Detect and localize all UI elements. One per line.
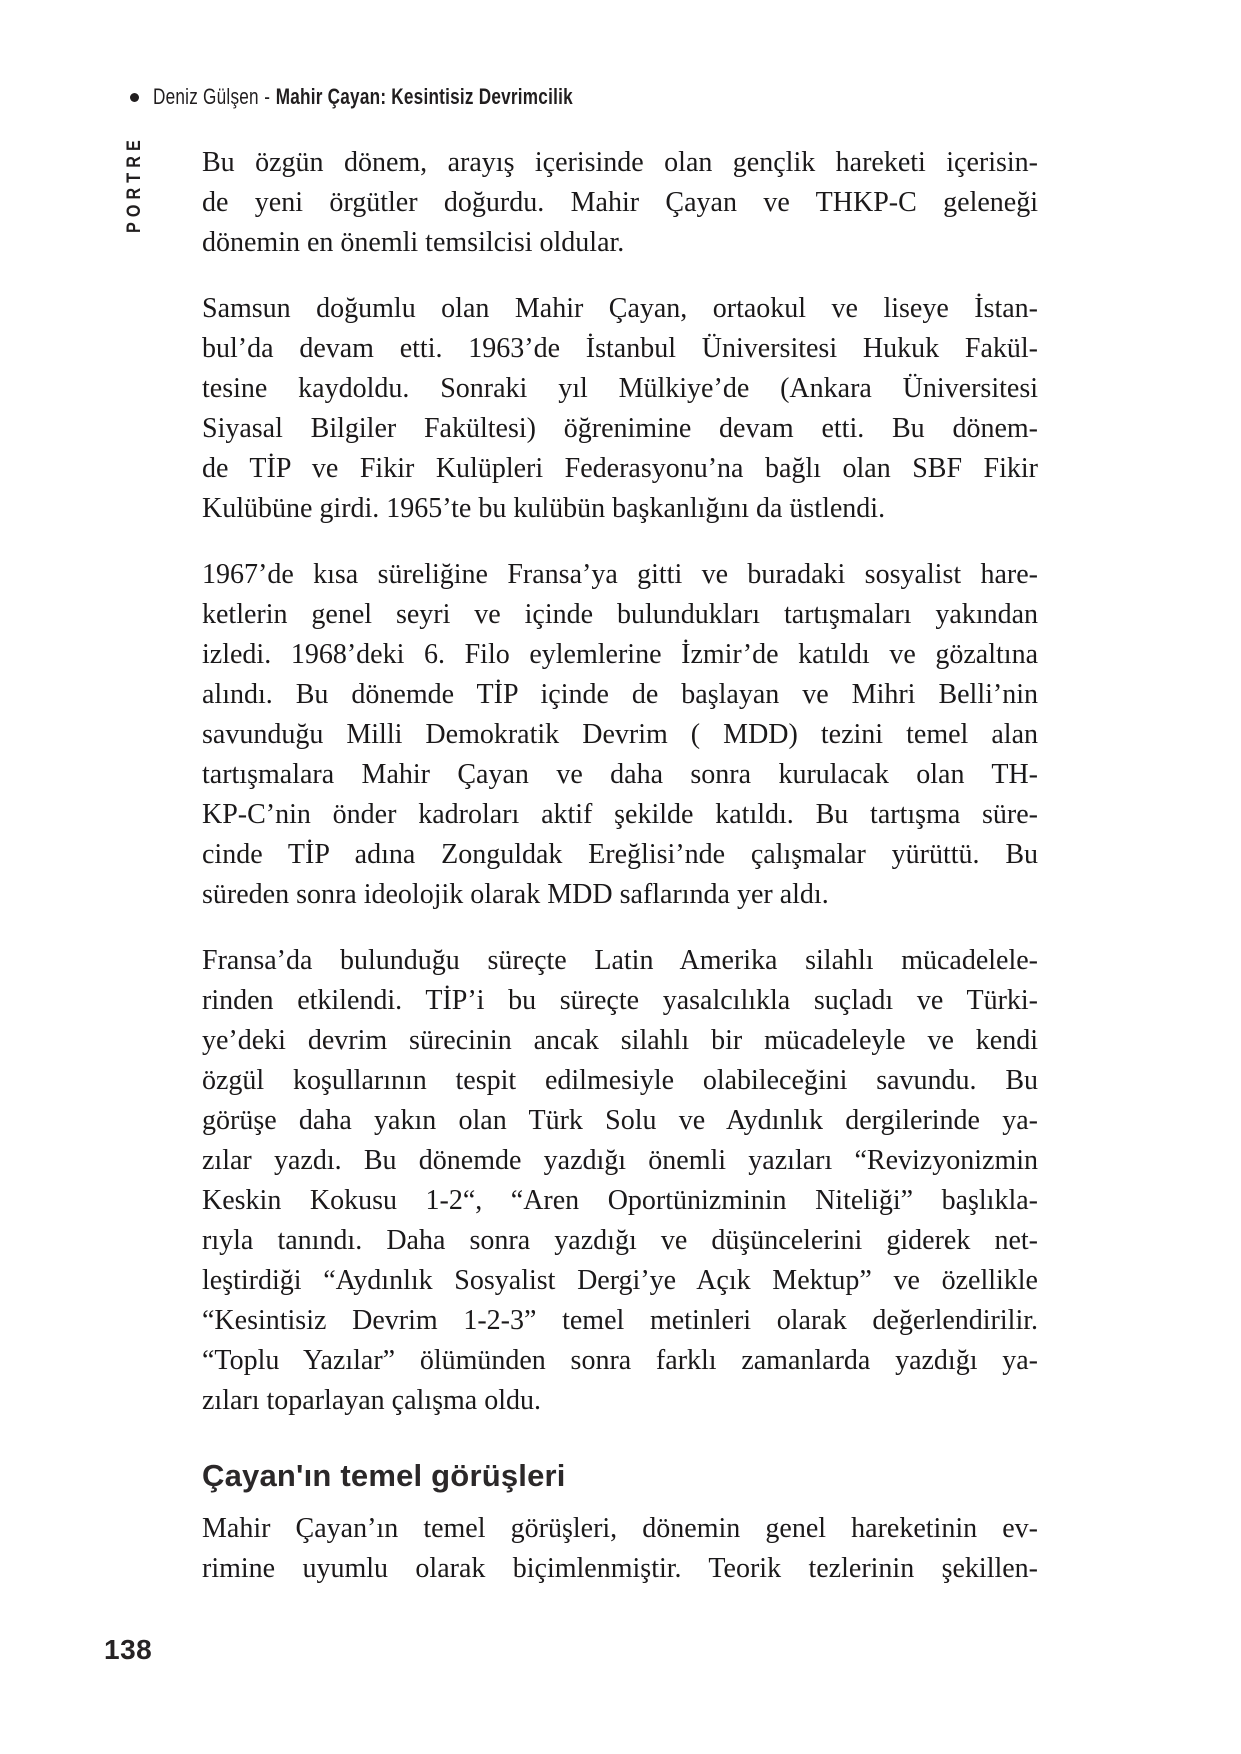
- text-line: dönemin en önemli temsilcisi oldular.: [202, 227, 625, 258]
- text-line: “Toplu Yazılar” ölümünden sonra farklı zamanlarda yazdığı ya-: [202, 1345, 1038, 1376]
- paragraph: [202, 1509, 1038, 1589]
- text-line: ketlerin genel seyri ve içinde bulundukları tartışmaları yakından: [202, 599, 1038, 630]
- paragraph: [202, 143, 1038, 263]
- paragraph: [202, 941, 1038, 1421]
- text-line: KP-C’nin önder kadroları aktif şekilde katıldı. Bu tartışma süre-: [202, 799, 1038, 830]
- text-line: ye’deki devrim sürecinin ancak silahlı bir mücadeleyle ve kendi: [202, 1025, 1038, 1056]
- text-line: görüşe daha yakın olan Türk Solu ve Aydınlık dergilerinde ya-: [202, 1105, 1038, 1136]
- text-line: Samsun doğumlu olan Mahir Çayan, ortaokul ve liseye İstan-: [202, 293, 1038, 324]
- bullet-icon: [130, 93, 139, 102]
- text-line: de yeni örgütler doğurdu. Mahir Çayan ve THKP-C geleneği: [202, 187, 1038, 218]
- text-line: bul’da devam etti. 1963’de İstanbul Üniversitesi Hukuk Fakül-: [202, 333, 1038, 364]
- text-line: zıları toparlayan çalışma oldu.: [202, 1385, 541, 1416]
- page-number: 138: [104, 1634, 153, 1665]
- text-line: tartışmalara Mahir Çayan ve daha sonra kurulacak olan TH-: [202, 759, 1038, 790]
- text-line: tesine kaydoldu. Sonraki yıl Mülkiye’de (Ankara Üniversitesi: [202, 373, 1038, 404]
- body-column: [202, 143, 1038, 1615]
- page-header: [130, 84, 691, 110]
- text-line: cinde TİP adına Zonguldak Ereğlisi’nde çalışmalar yürüttü. Bu: [202, 839, 1038, 870]
- text-line: Bu özgün dönem, arayış içerisinde olan gençlik hareketi içerisin-: [202, 147, 1038, 178]
- text-line: izledi. 1968’deki 6. Filo eylemlerine İzmir’de katıldı ve gözaltına: [202, 639, 1038, 670]
- text-line: de TİP ve Fikir Kulüpleri Federasyonu’na bağlı olan SBF Fikir: [202, 453, 1038, 484]
- text-line: zılar yazdı. Bu dönemde yazdığı önemli yazıları “Revizyonizmin: [202, 1145, 1038, 1176]
- book-title: Mahir Çayan: Kesintisiz Devrimcilik: [275, 84, 573, 109]
- text-line: “Kesintisiz Devrim 1-2-3” temel metinleri olarak değerlendirilir.: [202, 1305, 1038, 1336]
- text-line: savunduğu Milli Demokratik Devrim ( MDD) tezini temel alan: [202, 719, 1038, 750]
- text-line: 1967’de kısa süreliğine Fransa’ya gitti ve buradaki sosyalist hare-: [202, 559, 1038, 590]
- author-name: Deniz Gülşen: [153, 84, 259, 109]
- text-line: Mahir Çayan’ın temel görüşleri, dönemin genel hareketinin ev-: [202, 1513, 1038, 1544]
- text-line: Kulübüne girdi. 1965’te bu kulübün başkanlığını da üstlendi.: [202, 493, 886, 524]
- text-line: rimine uyumlu olarak biçimlenmiştir. Teorik tezlerinin şekillen-: [202, 1553, 1038, 1584]
- paragraph: [202, 289, 1038, 529]
- text-line: Siyasal Bilgiler Fakültesi) öğrenimine devam etti. Bu dönem-: [202, 413, 1038, 444]
- text-line: süreden sonra ideolojik olarak MDD saflarında yer aldı.: [202, 879, 829, 910]
- portre-margin-label: PORTRE: [124, 135, 145, 233]
- text-line: alındı. Bu dönemde TİP içinde de başlayan ve Mihri Belli’nin: [202, 679, 1038, 710]
- header-separator: -: [264, 84, 271, 109]
- text-line: rinden etkilendi. TİP’i bu süreçte yasalcılıkla suçladı ve Türki-: [202, 985, 1038, 1016]
- header-text: [153, 84, 573, 110]
- text-line: özgül koşullarının tespit edilmesiyle olabileceğini savundu. Bu: [202, 1065, 1038, 1096]
- text-line: Keskin Kokusu 1-2“, “Aren Oportünizminin Niteliği” başlıkla-: [202, 1185, 1038, 1216]
- text-line: Fransa’da bulunduğu süreçte Latin Amerika silahlı mücadelele-: [202, 945, 1038, 976]
- paragraph: [202, 555, 1038, 915]
- text-line: leştirdiği “Aydınlık Sosyalist Dergi’ye Açık Mektup” ve özellikle: [202, 1265, 1038, 1296]
- text-line: rıyla tanındı. Daha sonra yazdığı ve düşüncelerini giderek net-: [202, 1225, 1038, 1256]
- section-heading: Çayan'ın temel görüşleri: [202, 1458, 566, 1493]
